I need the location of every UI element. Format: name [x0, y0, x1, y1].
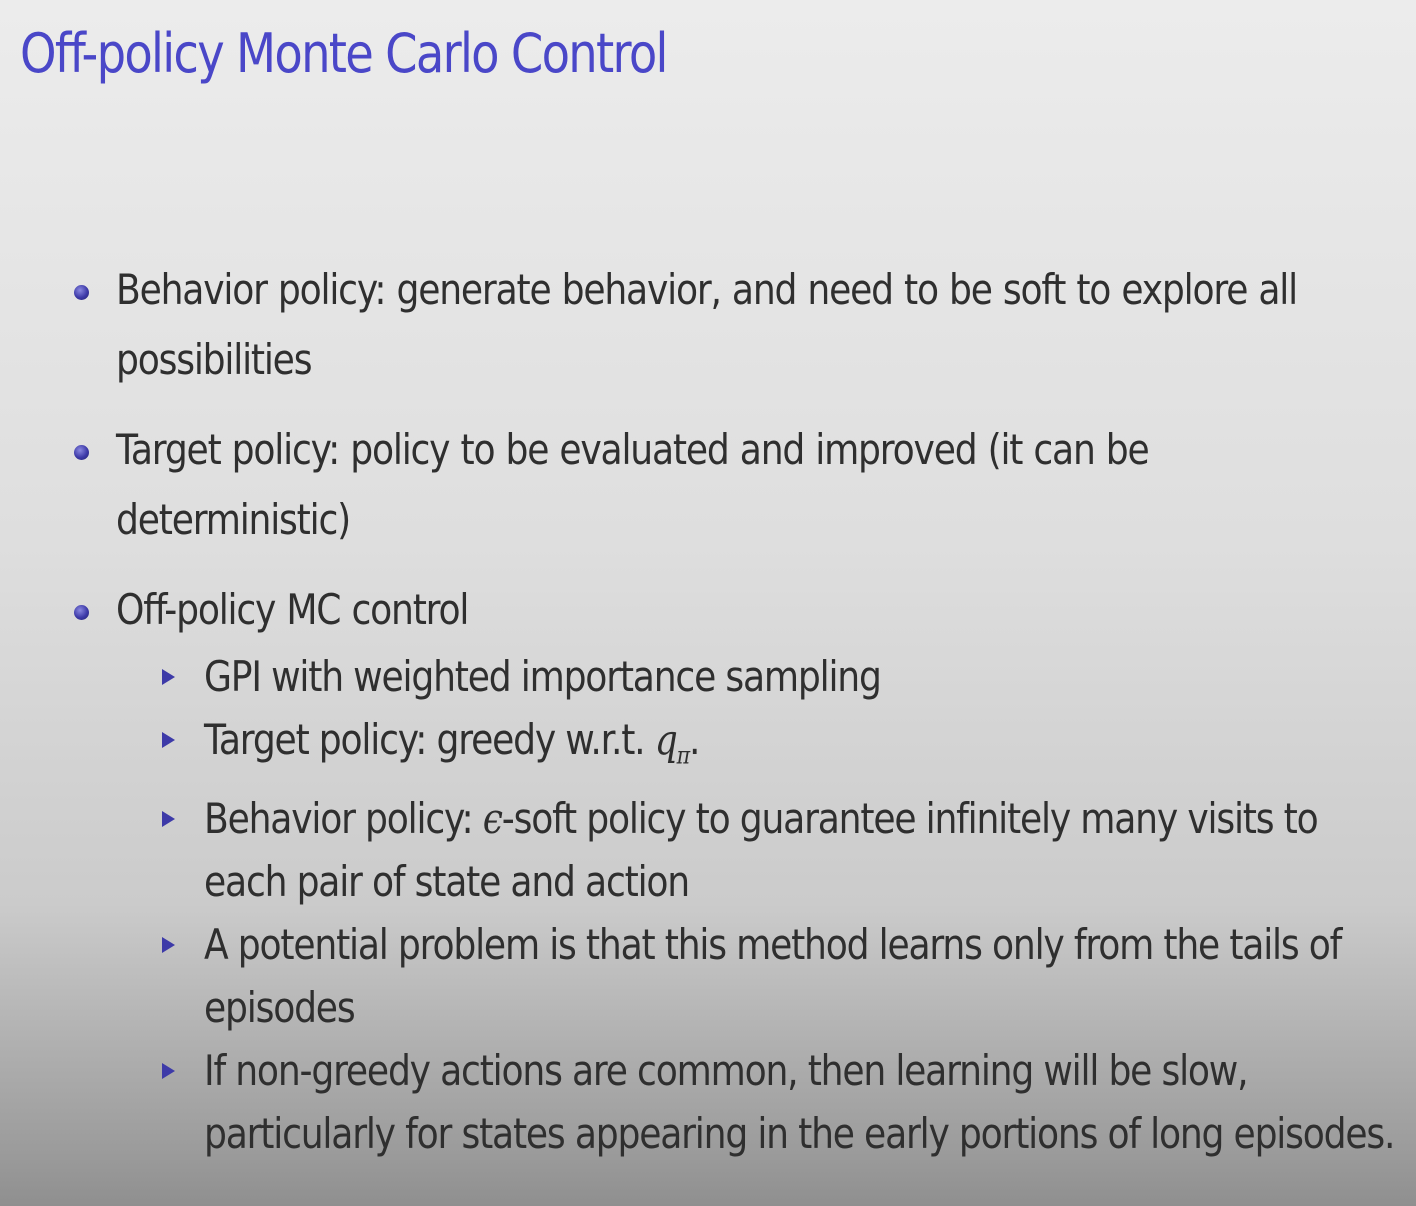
bullet-text: Behavior policy: generate behavior, and need to be soft to explore all possibilities: [116, 265, 1297, 384]
sub-bullet-prefix: Target policy: greedy w.r.t.: [204, 715, 655, 764]
bullet-dot-icon: [74, 445, 89, 460]
bullet-text: Target policy: policy to be evaluated and improved (it can be deterministic): [116, 425, 1149, 544]
triangle-right-icon: [162, 732, 175, 748]
slide-title: Off-policy Monte Carlo Control: [20, 22, 667, 85]
triangle-right-icon: [162, 937, 175, 953]
sub-bullet-non-greedy: [0, 1039, 1416, 1165]
triangle-right-icon: [162, 811, 175, 827]
bullet-dot-icon: [74, 605, 89, 620]
sub-bullet-text: [204, 708, 1395, 787]
bullet-item-target-policy: [0, 415, 1416, 555]
bullet-item-off-policy-mc-control: [0, 575, 1416, 645]
math-epsilon: ϵ: [482, 794, 502, 844]
bullet-text: Off-policy MC control: [116, 585, 469, 634]
sub-bullet-text: If non-greedy actions are common, then learning will be slow, particularly for states appearing in the early portions of long episodes.: [204, 1046, 1395, 1159]
sub-bullet-text: A potential problem is that this method learns only from the tails of episodes: [204, 920, 1342, 1033]
sub-bullet-text: GPI with weighted importance sampling: [204, 652, 881, 701]
sub-bullet-suffix: -soft policy to guarantee infinitely many visits to each pair of state and action: [204, 794, 1318, 907]
slide-content: [0, 255, 1416, 1165]
bullet-item-behavior-policy: [0, 255, 1416, 395]
bullet-dot-icon: [74, 285, 89, 300]
sub-bullet-gpi: [0, 645, 1416, 708]
sub-bullet-potential-problem: [0, 913, 1416, 1039]
sub-bullet-text: [204, 787, 1395, 913]
sub-bullet-suffix: .: [689, 715, 700, 764]
sub-bullet-prefix: Behavior policy:: [204, 794, 483, 844]
triangle-right-icon: [162, 1063, 175, 1079]
math-q-pi: $q_\pi$: [654, 715, 690, 770]
sub-bullet-list: [0, 645, 1416, 1165]
sub-bullet-behavior-soft: [0, 787, 1416, 913]
sub-bullet-target-greedy: [0, 708, 1416, 787]
triangle-right-icon: [162, 669, 175, 685]
